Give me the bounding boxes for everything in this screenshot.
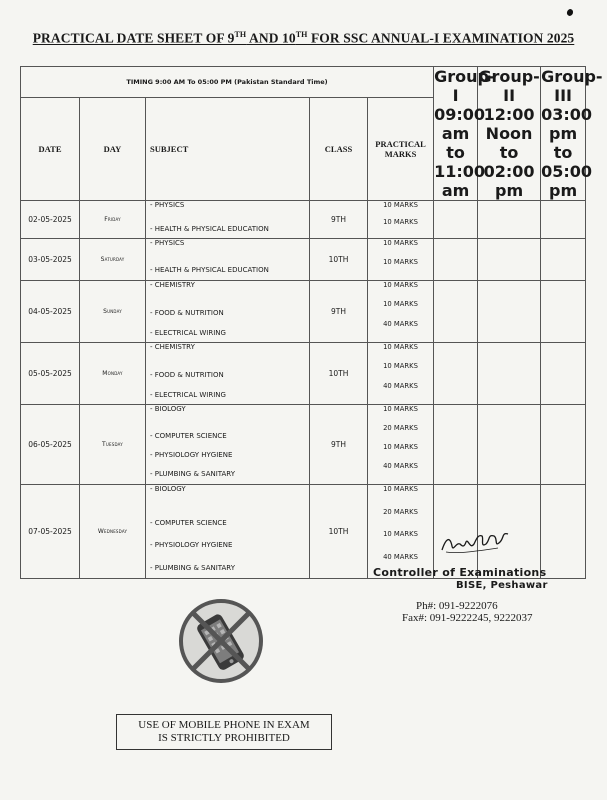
subject-item: - PLUMBING & SANITARY	[150, 470, 235, 478]
marks-header	[368, 98, 434, 201]
marks-item: 10 MARKS	[383, 362, 418, 371]
marks-item: 10 MARKS	[383, 485, 418, 493]
phone-number: Ph#: 091-9222076	[416, 600, 498, 612]
marks-item: 40 MARKS	[383, 319, 418, 328]
class-cell: 10TH	[310, 343, 368, 405]
group-2-cell	[478, 239, 541, 281]
title-sup-1: TH	[234, 30, 247, 39]
class-cell: 9TH	[310, 281, 368, 343]
group-2-cell	[478, 343, 541, 405]
group-3-cell	[541, 405, 586, 485]
subject-item: - PLUMBING & SANITARY	[150, 563, 235, 572]
date-sheet-table	[20, 66, 603, 579]
marks-item: 40 MARKS	[383, 462, 418, 470]
subject-cell	[146, 405, 310, 485]
marks-cell	[368, 485, 434, 579]
title-text-3: FOR SSC ANNUAL-I EXAMINATION 2025	[307, 30, 575, 46]
marks-cell	[368, 281, 434, 343]
class-cell: 10TH	[310, 239, 368, 281]
marks-item: 20 MARKS	[383, 424, 418, 432]
day-cell: Tuesday	[80, 405, 146, 485]
marks-item: 10 MARKS	[383, 300, 418, 309]
group-2-start: 12:00 Noon	[483, 105, 535, 143]
group-3-end: 05:00 pm	[541, 162, 592, 200]
marks-item: 10 MARKS	[383, 239, 418, 247]
group-2-cell	[478, 201, 541, 239]
marks-cell	[368, 201, 434, 239]
no-mobile-phone-icon	[178, 598, 264, 684]
title-text-1: PRACTICAL DATE SHEET OF 9	[32, 30, 235, 46]
marks-cell	[368, 343, 434, 405]
class-header: CLASS	[310, 98, 368, 201]
marks-item: 10 MARKS	[383, 281, 418, 289]
table-row	[21, 405, 586, 485]
group-1-to: to	[446, 143, 465, 162]
warning-line-2: IS STRICTLY PROHIBITED	[158, 732, 290, 744]
group-3-cell	[541, 485, 586, 579]
subject-cell	[146, 201, 310, 239]
subject-cell	[146, 281, 310, 343]
day-cell: Wednesday	[80, 485, 146, 579]
marks-item: 10 MARKS	[383, 218, 418, 226]
date-cell: 06-05-2025	[21, 405, 80, 485]
marks-item: 10 MARKS	[383, 201, 418, 209]
date-cell: 02-05-2025	[21, 201, 80, 239]
subject-header: SUBJECT	[146, 98, 310, 201]
group-3-cell	[541, 343, 586, 405]
title-sup-2: TH	[295, 30, 308, 39]
mobile-warning-box	[116, 714, 332, 750]
date-cell: 07-05-2025	[21, 485, 80, 579]
controller-title: Controller of Examinations	[373, 566, 547, 579]
group-2-cell	[478, 281, 541, 343]
group-3-to: to	[553, 143, 573, 162]
marks-item: 10 MARKS	[383, 258, 418, 266]
marks-item: 10 MARKS	[383, 405, 418, 413]
subject-item: - COMPUTER SCIENCE	[150, 518, 227, 527]
marks-item: 40 MARKS	[383, 552, 418, 561]
marks-item: 10 MARKS	[383, 530, 418, 538]
subject-item: - CHEMISTRY	[150, 343, 195, 351]
group-1-name: Group-I	[434, 67, 496, 105]
marks-header-line2: MARKS	[384, 149, 417, 160]
page-title	[0, 30, 607, 47]
group-1-start: 09:00 am	[434, 105, 485, 143]
subject-cell	[146, 485, 310, 579]
fax-number: Fax#: 091-9222245, 9222037	[402, 612, 533, 624]
group-2-to: to	[499, 143, 519, 162]
class-cell: 9TH	[310, 201, 368, 239]
warning-line-1: USE OF MOBILE PHONE IN EXAM	[138, 719, 310, 731]
group-3-cell	[541, 201, 586, 239]
table-row	[21, 239, 586, 281]
group-3-cell	[541, 281, 586, 343]
table-row	[21, 201, 586, 239]
date-cell: 05-05-2025	[21, 343, 80, 405]
marks-item: 20 MARKS	[383, 507, 418, 516]
title-text-2: AND 10	[246, 30, 296, 46]
date-cell: 04-05-2025	[21, 281, 80, 343]
marks-item: 40 MARKS	[383, 381, 418, 390]
table-row	[21, 281, 586, 343]
day-header: DAY	[80, 98, 146, 201]
ink-dot	[566, 8, 574, 17]
group-2-header	[478, 67, 541, 201]
marks-item: 10 MARKS	[383, 443, 418, 451]
subject-item: - COMPUTER SCIENCE	[150, 432, 227, 440]
subject-item: - PHYSIOLOGY HYGIENE	[150, 541, 233, 549]
class-cell: 10TH	[310, 485, 368, 579]
group-1-cell	[434, 281, 478, 343]
subject-item: - BIOLOGY	[150, 485, 186, 493]
subject-item: - HEALTH & PHYSICAL EDUCATION	[150, 225, 269, 233]
subject-item: - PHYSICS	[150, 201, 185, 209]
subject-item: - FOOD & NUTRITION	[150, 371, 224, 380]
group-3-name: Group-III	[541, 67, 603, 105]
group-1-header	[434, 67, 496, 201]
group-2-name: Group-II	[478, 67, 540, 105]
day-cell: Saturday	[80, 239, 146, 281]
group-1-end: 11:00 am	[434, 162, 485, 200]
marks-cell	[368, 239, 434, 281]
subject-item: - CHEMISTRY	[150, 281, 195, 289]
class-cell: 9TH	[310, 405, 368, 485]
group-2-cell	[478, 405, 541, 485]
day-cell: Friday	[80, 201, 146, 239]
subject-cell	[146, 239, 310, 281]
subject-item: - PHYSICS	[150, 239, 185, 247]
subject-item: - HEALTH & PHYSICAL EDUCATION	[150, 266, 269, 274]
group-3-header	[541, 67, 603, 201]
group-3-cell	[541, 239, 586, 281]
date-cell: 03-05-2025	[21, 239, 80, 281]
day-cell: Sunday	[80, 281, 146, 343]
marks-item: 10 MARKS	[383, 343, 418, 351]
table-row	[21, 343, 586, 405]
subject-item: - ELECTRICAL WIRING	[150, 390, 226, 399]
signature	[438, 528, 518, 558]
group-1-cell	[434, 343, 478, 405]
day-cell: Monday	[80, 343, 146, 405]
marks-cell	[368, 405, 434, 485]
timing-note: TIMING 9:00 AM To 05:00 PM (Pakistan Standard Time)	[21, 67, 434, 98]
group-3-start: 03:00 pm	[541, 105, 592, 143]
marks-header-line1: PRACTICAL	[375, 139, 426, 150]
subject-item: - PHYSIOLOGY HYGIENE	[150, 451, 233, 459]
date-header: DATE	[21, 98, 80, 201]
group-1-cell	[434, 239, 478, 281]
group-1-cell	[434, 201, 478, 239]
group-2-end: 02:00 pm	[483, 162, 535, 200]
subject-item: - FOOD & NUTRITION	[150, 309, 224, 318]
subject-item: - BIOLOGY	[150, 405, 186, 413]
group-1-cell	[434, 405, 478, 485]
subject-item: - ELECTRICAL WIRING	[150, 328, 226, 337]
subject-cell	[146, 343, 310, 405]
bise-name: BISE, Peshawar	[456, 580, 548, 591]
